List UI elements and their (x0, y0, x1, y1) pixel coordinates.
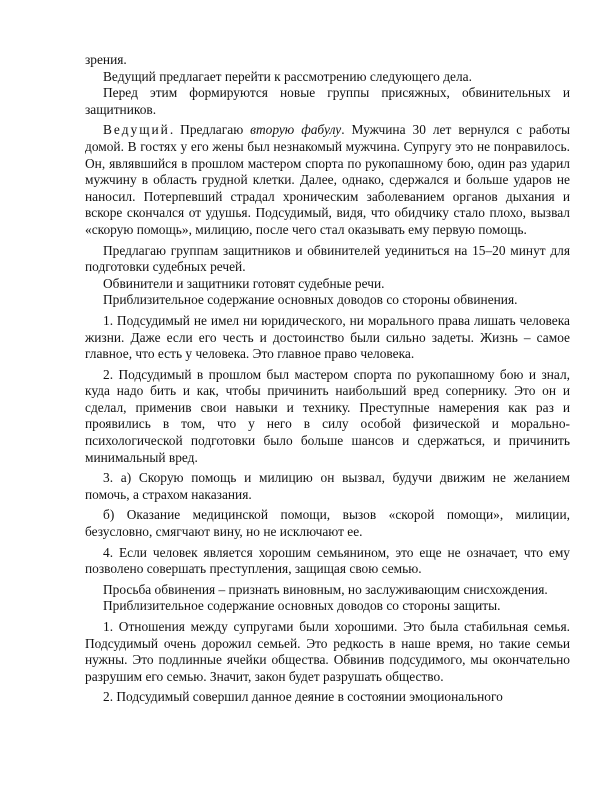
paragraph-prosecution-1: 1. Подсудимый не имел ни юридического, ни морального права лишать человека жизни. Даже если его честь и достоинство были сильно задеты. Жизнь – самое главное, что есть у человека. Это главное право человека. (85, 312, 570, 362)
paragraph-defense-heading: Приблизительное содержание основных доводов со стороны защиты. (103, 598, 501, 614)
speaker-label: Ведущий (103, 122, 170, 138)
paragraph-new-groups: Перед этим формируются новые группы присяжных, обвинительных и защитников. (85, 85, 570, 117)
paragraph-prosecution-request: Просьба обвинения – признать виновным, но заслуживающим снисхождения. (103, 581, 548, 597)
paragraph-prosecution-3b: б) Оказание медицинской помощи, вызов «скорой помощи», милиции, безусловно, смягчают вину, но не исключают ее. (85, 507, 570, 540)
paragraph-prep-time: Предлагаю группам защитников и обвинителей уединиться на 15–20 минут для подготовки судебных речей. (85, 242, 570, 275)
paragraph-prosecution-4: 4. Если человек является хорошим семьянином, это еще не означает, что ему позволено совершать преступления, защищая свою семью. (85, 544, 570, 577)
case-emphasis: вторую фабулу (250, 122, 342, 138)
paragraph-continuation: зрения. (85, 52, 127, 67)
paragraph-prosecution-3a: 3. а) Скорую помощь и милицию он вызвал, будучи движим не желанием помочь, а страхом наказания. (85, 470, 570, 502)
paragraph-second-case (85, 122, 570, 238)
paragraph-speeches: Обвинители и защитники готовят судебные речи. (103, 275, 385, 291)
paragraph-prosecution-2: 2. Подсудимый в прошлом был мастером спорта по рукопашному бою и знал, куда надо бить и как, чтобы причинить наибольший вред сопернику. Это он и сделал, применив свои навыки и технику. Преступные намерения как раз и проявились в том, что у него в силу особой физической и морально-психологической подготовки было больше шансов и сдержаться, и причинить минимальный вред. (85, 366, 570, 465)
paragraph-defense-1: 1. Отношения между супругами были хорошими. Это была стабильная семья. Подсудимый очень дорожил семьей. Это редкость в наше время, но такие семьи нужны. Это подлинные ячейки общества. Обвинив подсудимого, мы окончательно разрушим его семью. Значит, закон будет разрушать общество. (85, 619, 570, 684)
paragraph-defense-2: 2. Подсудимый совершил данное деяние в состоянии эмоционального (103, 689, 503, 705)
case-lead: . Предлагаю (169, 122, 251, 138)
case-text: . Мужчина 30 лет вернулся с работы домой. В гостях у его жены был незнакомый мужчина. Супругу это не понравилось. Он, являвшийся в прошлом мастером спорта по рукопашному бою, один раз ударил мужчину в область грудной клетки. Далее, однако, сдержался и больше ударов не наносил. Потерпевший страдал хроническим заболеванием органов дыхания и вскоре скончался от удушья. Подсудимый, видя, что обидчику стало плохо, вызвал «скорую помощь», милицию, после чего стал оказывать ему первую помощь. (85, 122, 570, 237)
document-page (85, 52, 570, 706)
paragraph-prosecution-heading: Приблизительное содержание основных доводов со стороны обвинения. (103, 292, 518, 308)
paragraph-host-proposal: Ведущий предлагает перейти к рассмотрению следующего дела. (103, 68, 472, 84)
